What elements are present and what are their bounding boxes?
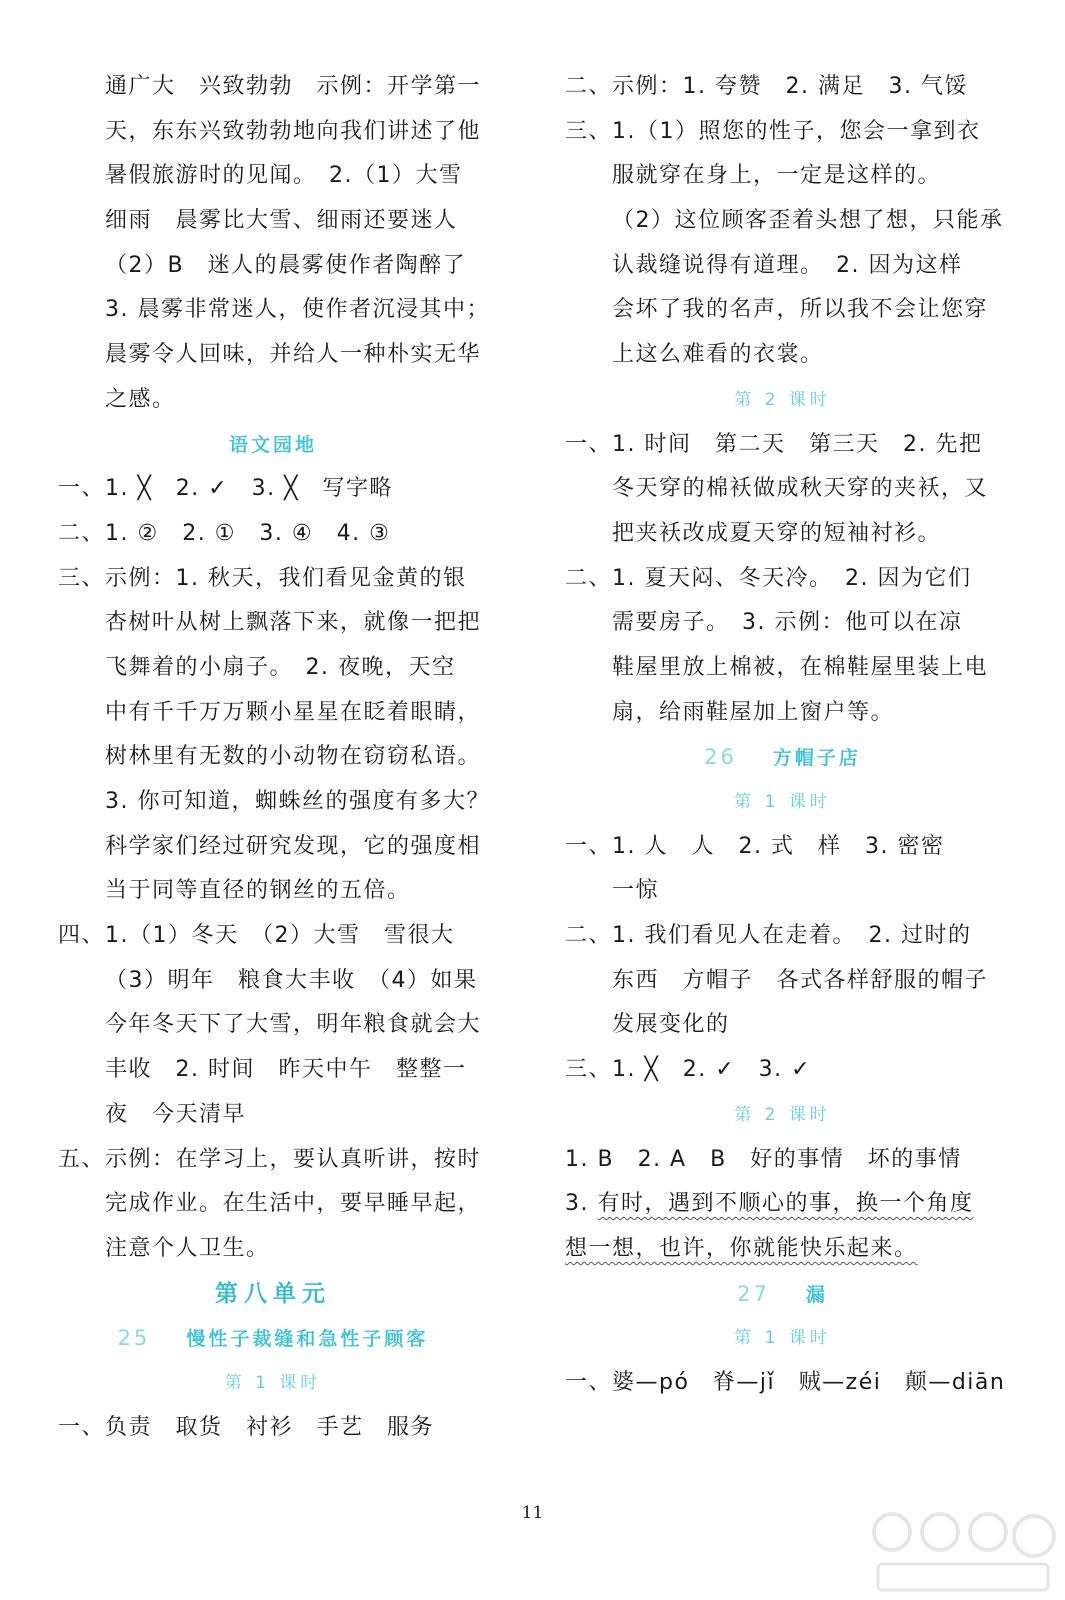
- lesson-number: 27: [737, 1281, 770, 1306]
- section-heading: [58, 1272, 488, 1317]
- answer-line: [565, 869, 1000, 914]
- answer-line: [58, 110, 488, 155]
- right-column: [565, 65, 1006, 1406]
- answer-line: [565, 65, 1000, 110]
- section-heading: [58, 1316, 488, 1361]
- answer-line: [58, 288, 488, 333]
- line-text: 细雨 晨雾比大雪、细雨还要迷人: [105, 208, 458, 234]
- answer-line: [58, 65, 488, 110]
- line-text: 第 1 课时: [734, 792, 831, 812]
- answer-line: [565, 288, 1000, 333]
- answer-line: [58, 1048, 488, 1093]
- item-number: 3.: [565, 1191, 598, 1217]
- answer-line: [565, 467, 1000, 512]
- section-heading: [565, 1316, 1000, 1361]
- answer-line: [58, 378, 488, 423]
- line-text: 中有千千万万颗小星星在眨着眼睛，: [105, 699, 482, 725]
- answer-line: [565, 423, 1000, 468]
- line-text: 完成作业。在生活中，要早睡早起，: [105, 1191, 482, 1217]
- line-text: 晨雾令人回味，并给人一种朴实无华: [105, 342, 482, 368]
- answer-line: [565, 1048, 1000, 1093]
- line-text: 科学家们经过研究发现，它的强度相: [105, 833, 482, 859]
- answer-line: [565, 244, 1000, 289]
- line-text: 当于同等直径的钢丝的五倍。: [105, 878, 411, 904]
- answer-line: [565, 1361, 1006, 1406]
- answer-line: [58, 825, 488, 870]
- answer-line: [565, 601, 1000, 646]
- line-text: 注意个人卫生。: [105, 1235, 270, 1261]
- answer-line: [58, 199, 488, 244]
- section-heading: [58, 423, 488, 468]
- line-text: （3）明年 粮食大丰收 （4）如果: [105, 967, 478, 993]
- line-text: 一、1. ╳ 2. ✓ 3. ╳ 写字略: [58, 476, 393, 502]
- answer-line: [565, 1003, 1000, 1048]
- answer-line: [58, 959, 488, 1004]
- answer-line: [58, 557, 488, 602]
- answer-line: [58, 646, 488, 691]
- line-text: 丰收 2. 时间 昨天中午 整整一: [105, 1057, 467, 1083]
- line-text: 鞋屋里放上棉被，在棉鞋屋里装上电: [612, 654, 989, 680]
- answer-line: [565, 110, 1000, 155]
- line-text: 第 1 课时: [224, 1372, 322, 1393]
- left-column: [58, 65, 488, 1450]
- line-text: 一、负责 取货 衬衫 手艺 服务: [58, 1414, 435, 1440]
- line-text: 三、1. ╳ 2. ✓ 3. ✓: [565, 1057, 812, 1083]
- answer-line: [58, 333, 488, 378]
- answer-line: [58, 601, 488, 646]
- answer-line: [565, 1227, 1000, 1272]
- answer-line: [565, 512, 1000, 557]
- section-heading: [565, 378, 1000, 423]
- line-text: 一、1. 时间 第二天 第三天 2. 先把: [565, 431, 983, 457]
- line-text: 3. 晨雾非常迷人，使作者沉浸其中；: [105, 297, 490, 323]
- line-text: 第 2 课时: [734, 1104, 831, 1125]
- line-text: 通广大 兴致勃勃 示例：开学第一: [105, 74, 482, 99]
- answer-line: [58, 244, 488, 289]
- line-text: 一、1. 人 人 2. 式 样 3. 密密: [565, 833, 945, 859]
- lesson-number: 25: [117, 1326, 151, 1351]
- answer-line: [58, 735, 488, 780]
- line-text: 二、1. 夏天闷、冬天冷。 2. 因为它们: [565, 565, 972, 591]
- line-text: 杏树叶从树上飘落下来，就像一把把: [105, 610, 482, 636]
- line-text: 飞舞着的小扇子。 2. 夜晚，天空: [105, 654, 456, 680]
- line-text: 冬天穿的棉袄做成秋天穿的夹袄，又: [612, 476, 989, 502]
- answer-line: [58, 467, 488, 512]
- line-text: 第八单元: [215, 1280, 331, 1307]
- answer-line: [58, 1406, 488, 1451]
- underlined-text: 想一想，也许，你就能快乐起来。: [565, 1235, 918, 1261]
- section-heading: [565, 780, 1000, 825]
- section-heading: [565, 1272, 1000, 1317]
- line-text: 五、示例：在学习上，要认真听讲，按时: [58, 1146, 482, 1172]
- line-text: 一惊: [612, 878, 660, 904]
- line-text: 二、1. ② 2. ① 3. ④ 4. ③: [58, 520, 391, 546]
- lesson-number: 26: [704, 745, 737, 770]
- answer-line: [58, 691, 488, 736]
- line-text: 之感。: [105, 386, 176, 412]
- line-text: 二、示例：1. 夸赞 2. 满足 3. 气馁: [565, 74, 968, 99]
- answer-line: [58, 154, 488, 199]
- line-text: （2）B 迷人的晨雾使作者陶醉了: [105, 252, 467, 278]
- answer-line: [58, 914, 488, 959]
- line-text: 漏: [805, 1283, 828, 1306]
- answer-line: [565, 1138, 1000, 1183]
- line-text: 一、婆—pó 脊—jǐ 贼—zéi 颠—diān: [565, 1369, 1006, 1395]
- line-text: 今年冬天下了大雪，明年粮食就会大: [105, 1012, 482, 1038]
- answer-line: [58, 869, 488, 914]
- page-number: 11: [521, 1503, 544, 1523]
- line-text: 东西 方帽子 各式各样舒服的帽子: [612, 967, 989, 993]
- section-heading: [565, 735, 1000, 780]
- line-text: 发展变化的: [612, 1012, 730, 1038]
- answer-line: [565, 199, 1004, 244]
- section-heading: [58, 1361, 488, 1406]
- line-text: 服就穿在身上，一定是这样的。: [612, 163, 942, 189]
- line-text: 认裁缝说得有道理。 2. 因为这样: [612, 252, 963, 278]
- answer-line: [58, 1138, 488, 1183]
- line-text: 树林里有无数的小动物在窃窃私语。: [105, 744, 482, 770]
- line-text: 第 2 课时: [734, 389, 831, 410]
- answer-line: [565, 333, 1000, 378]
- line-text: 上这么难看的衣裳。: [612, 342, 824, 368]
- answer-line: [565, 557, 1000, 602]
- answer-line: [565, 825, 1000, 870]
- line-text: 慢性子裁缝和急性子顾客: [186, 1328, 429, 1351]
- line-text: 夜 今天清早: [105, 1101, 247, 1127]
- answer-line: [565, 154, 1000, 199]
- answer-line: [565, 691, 1000, 736]
- answer-line: [565, 1182, 1000, 1227]
- answer-line: [58, 1003, 488, 1048]
- line-text: 需要房子。 3. 示例：他可以在凉: [612, 610, 963, 636]
- section-heading: [565, 1093, 1000, 1138]
- line-text: 四、1.（1）冬天 （2）大雪 雪很大: [58, 923, 455, 949]
- line-text: 扇，给雨鞋屋加上窗户等。: [612, 699, 895, 725]
- answer-line: [58, 1182, 488, 1227]
- answer-line: [58, 780, 488, 825]
- answer-line: [565, 914, 1000, 959]
- answer-line: [58, 1227, 488, 1272]
- answer-line: [565, 959, 1000, 1004]
- line-text: 第 1 课时: [734, 1328, 831, 1349]
- line-text: 三、示例：1. 秋天，我们看见金黄的银: [58, 565, 467, 591]
- line-text: 语文园地: [228, 433, 317, 456]
- line-text: 3. 你可知道，蜘蛛丝的强度有多大？: [105, 789, 490, 814]
- answer-line: [58, 1093, 488, 1138]
- line-text: 天，东东兴致勃勃地向我们讲述了他: [105, 118, 482, 144]
- answer-line: [58, 512, 488, 557]
- line-text: 1. B 2. A B 好的事情 坏的事情: [565, 1146, 962, 1172]
- line-text: （2）这位顾客歪着头想了想，只能承: [612, 208, 1004, 234]
- line-text: 二、1. 我们看见人在走着。 2. 过时的: [565, 923, 972, 949]
- line-text: 把夹袄改成夏天穿的短袖衬衫。: [612, 520, 942, 546]
- line-text: 会坏了我的名声，所以我不会让您穿: [612, 297, 989, 323]
- line-text: 暑假旅游时的见闻。 2.（1）大雪: [105, 163, 463, 189]
- watermark-logo: [868, 1508, 1058, 1596]
- answer-line: [565, 646, 1000, 691]
- line-text: 方帽子店: [772, 747, 861, 770]
- underlined-text: 有时，遇到不顺心的事，换一个角度: [597, 1191, 974, 1217]
- line-text: 三、1.（1）照您的性子，您会一拿到衣: [565, 118, 981, 144]
